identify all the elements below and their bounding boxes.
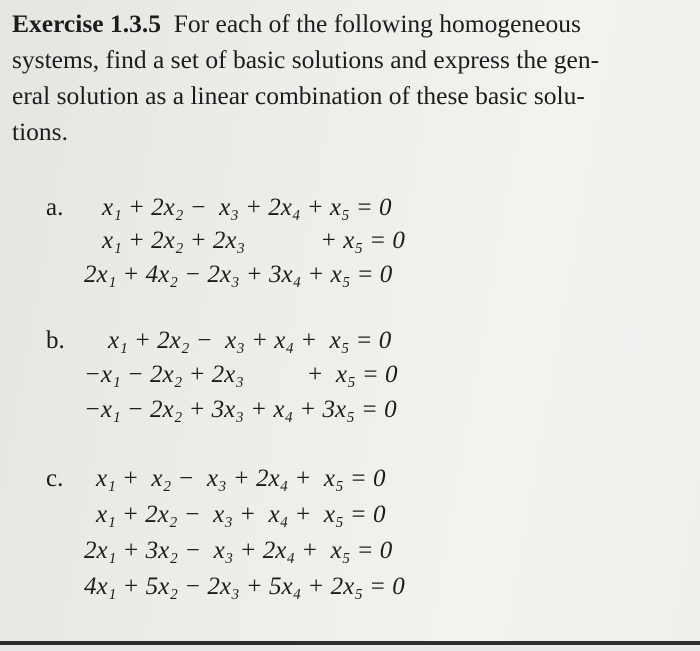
equation: 2x₁ + 4x₂ − 2x₃ + 3x₄ + x₅ = 0 bbox=[84, 261, 393, 288]
equation: x₁ + 2x₂ − x₃ + x₄ + x₅ = 0 bbox=[108, 327, 392, 354]
exercise-statement bbox=[12, 6, 684, 150]
exercise-text-line: For each of the following homogeneous bbox=[173, 9, 581, 38]
exercise-text-line: tions. bbox=[12, 117, 68, 146]
equation: x₁ + 2x₂ − x₃ + 2x₄ + x₅ = 0 bbox=[102, 194, 392, 221]
part-c-label: c. bbox=[46, 465, 64, 492]
page-margin bbox=[0, 645, 700, 651]
exercise-number: Exercise 1.3.5 bbox=[12, 9, 161, 38]
part-b-label: b. bbox=[46, 327, 65, 354]
part-a-label: a. bbox=[46, 194, 64, 221]
equation: x₁ + 2x₂ − x₃ + x₄ + x₅ = 0 bbox=[96, 501, 386, 528]
equation: x₁ + x₂ − x₃ + 2x₄ + x₅ = 0 bbox=[96, 465, 386, 492]
exercise-first-line bbox=[12, 6, 684, 42]
equation: −x₁ − 2x₂ + 2x₃ + x₅ = 0 bbox=[84, 361, 398, 388]
equation: −x₁ − 2x₂ + 3x₃ + x₄ + 3x₅ = 0 bbox=[84, 396, 397, 423]
exercise-text-line: eral solution as a linear combination of these basic solu- bbox=[12, 81, 585, 110]
equation: x₁ + 2x₂ + 2x₃ + x₅ = 0 bbox=[102, 227, 405, 254]
equation: 2x₁ + 3x₂ − x₃ + 2x₄ + x₅ = 0 bbox=[84, 537, 393, 564]
equation: 4x₁ + 5x₂ − 2x₃ + 5x₄ + 2x₅ = 0 bbox=[84, 573, 405, 600]
exercise-text-line: systems, find a set of basic solutions and express the gen- bbox=[12, 45, 600, 74]
